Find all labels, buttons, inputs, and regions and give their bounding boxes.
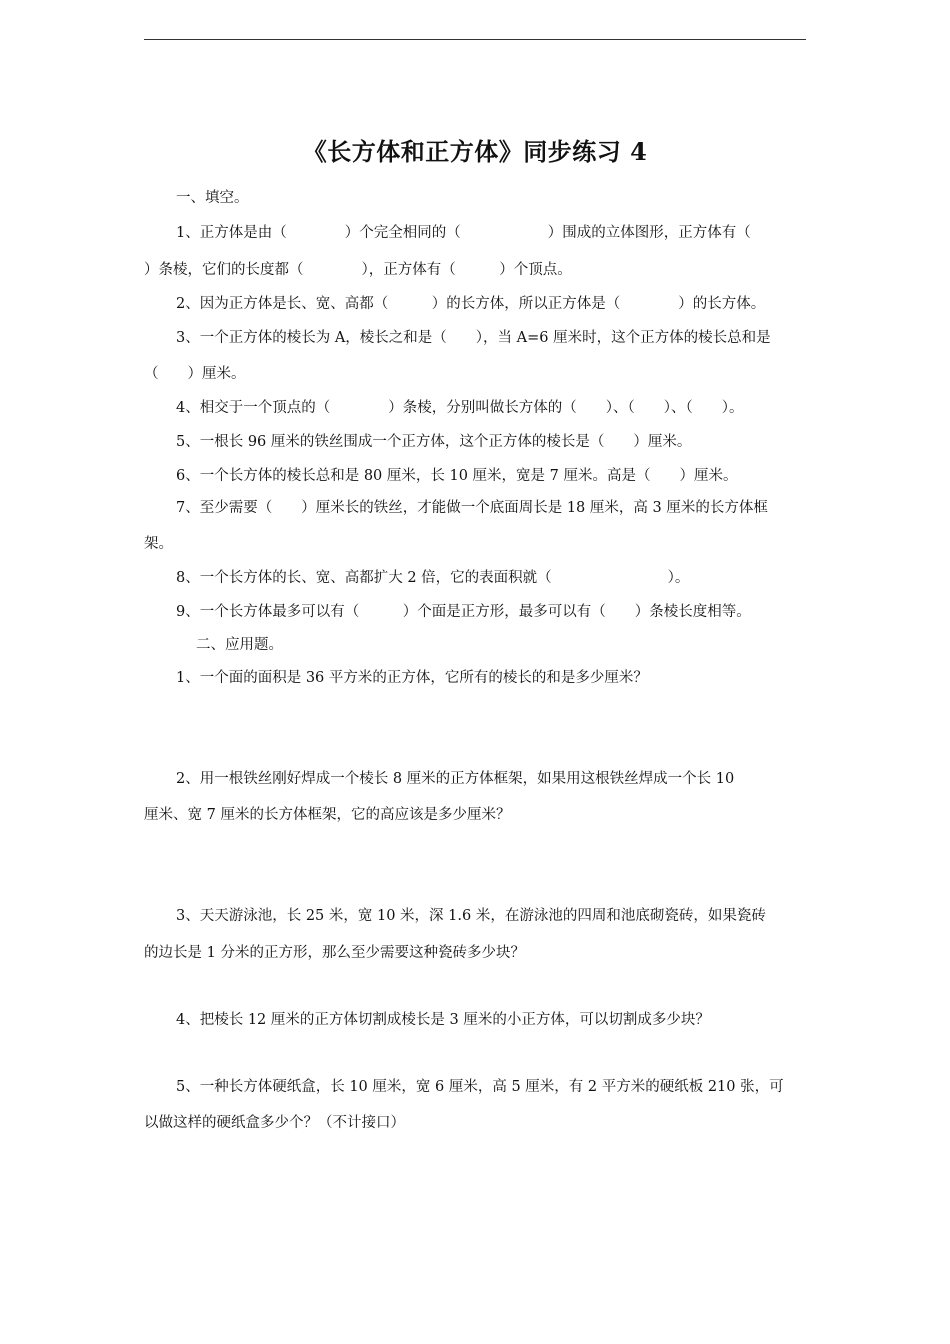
wp2-line1: 2、用一根铁丝刚好焊成一个棱长 8 厘米的正方体框架，如果用这根铁丝焊成一个长 10 — [176, 771, 735, 787]
q1-line1: 1、正方体是由（ ）个完全相同的（ ）围成的立体图形，正方体有（ — [176, 225, 751, 241]
q3-line2: （ ）厘米。 — [144, 366, 246, 382]
wp2-line2: 厘米、宽 7 厘米的长方体框架，它的高应该是多少厘米？ — [144, 807, 511, 823]
top-rule — [144, 39, 806, 40]
q1-line2: ）条棱，它们的长度都（ ），正方体有（ ）个顶点。 — [144, 262, 572, 278]
q8-line: 8、一个长方体的长、宽、高都扩大 2 倍，它的表面积就（ ）。 — [176, 570, 690, 586]
page-title: 《长方体和正方体》同步练习 4 — [302, 137, 648, 166]
q7-line1: 7、至少需要（ ）厘米长的铁丝，才能做一个底面周长是 18 厘米，高 3 厘米的长方体框 — [176, 500, 768, 516]
q6-line: 6、一个长方体的棱长总和是 80 厘米，长 10 厘米，宽是 7 厘米。高是（ ）厘米。 — [176, 468, 738, 484]
q2-line: 2、因为正方体是长、宽、高都（ ）的长方体，所以正方体是（ ）的长方体。 — [176, 296, 766, 312]
section-heading-word-problems: 二、应用题。 — [196, 637, 283, 653]
wp5-line1: 5、一种长方体硬纸盒，长 10 厘米，宽 6 厘米，高 5 厘米，有 2 平方米的硬纸板 210 张，可 — [176, 1079, 784, 1095]
wp3-line2: 的边长是 1 分米的正方形，那么至少需要这种瓷砖多少块？ — [144, 945, 525, 961]
q3-line1: 3、一个正方体的棱长为 A，棱长之和是（ ），当 A=6 厘米时，这个正方体的棱长总和是 — [176, 330, 771, 346]
section-heading-fill-blank: 一、填空。 — [176, 190, 249, 206]
q7-line2: 架。 — [144, 536, 173, 552]
q9-line: 9、一个长方体最多可以有（ ）个面是正方形，最多可以有（ ）条棱长度相等。 — [176, 604, 751, 620]
q5-line: 5、一根长 96 厘米的铁丝围成一个正方体，这个正方体的棱长是（ ）厘米。 — [176, 434, 692, 450]
q4-line: 4、相交于一个顶点的（ ）条棱，分别叫做长方体的（ ）、（ ）、（ ）。 — [176, 400, 744, 416]
wp3-line1: 3、天天游泳池，长 25 米，宽 10 米，深 1.6 米，在游泳池的四周和池底砌瓷砖，如果瓷砖 — [176, 908, 766, 924]
wp5-line2: 以做这样的硬纸盒多少个？（不计接口） — [144, 1115, 405, 1131]
wp1-line: 1、一个面的面积是 36 平方米的正方体，它所有的棱长的和是多少厘米？ — [176, 670, 648, 686]
wp4-line: 4、把棱长 12 厘米的正方体切割成棱长是 3 厘米的小正方体，可以切割成多少块？ — [176, 1012, 710, 1028]
